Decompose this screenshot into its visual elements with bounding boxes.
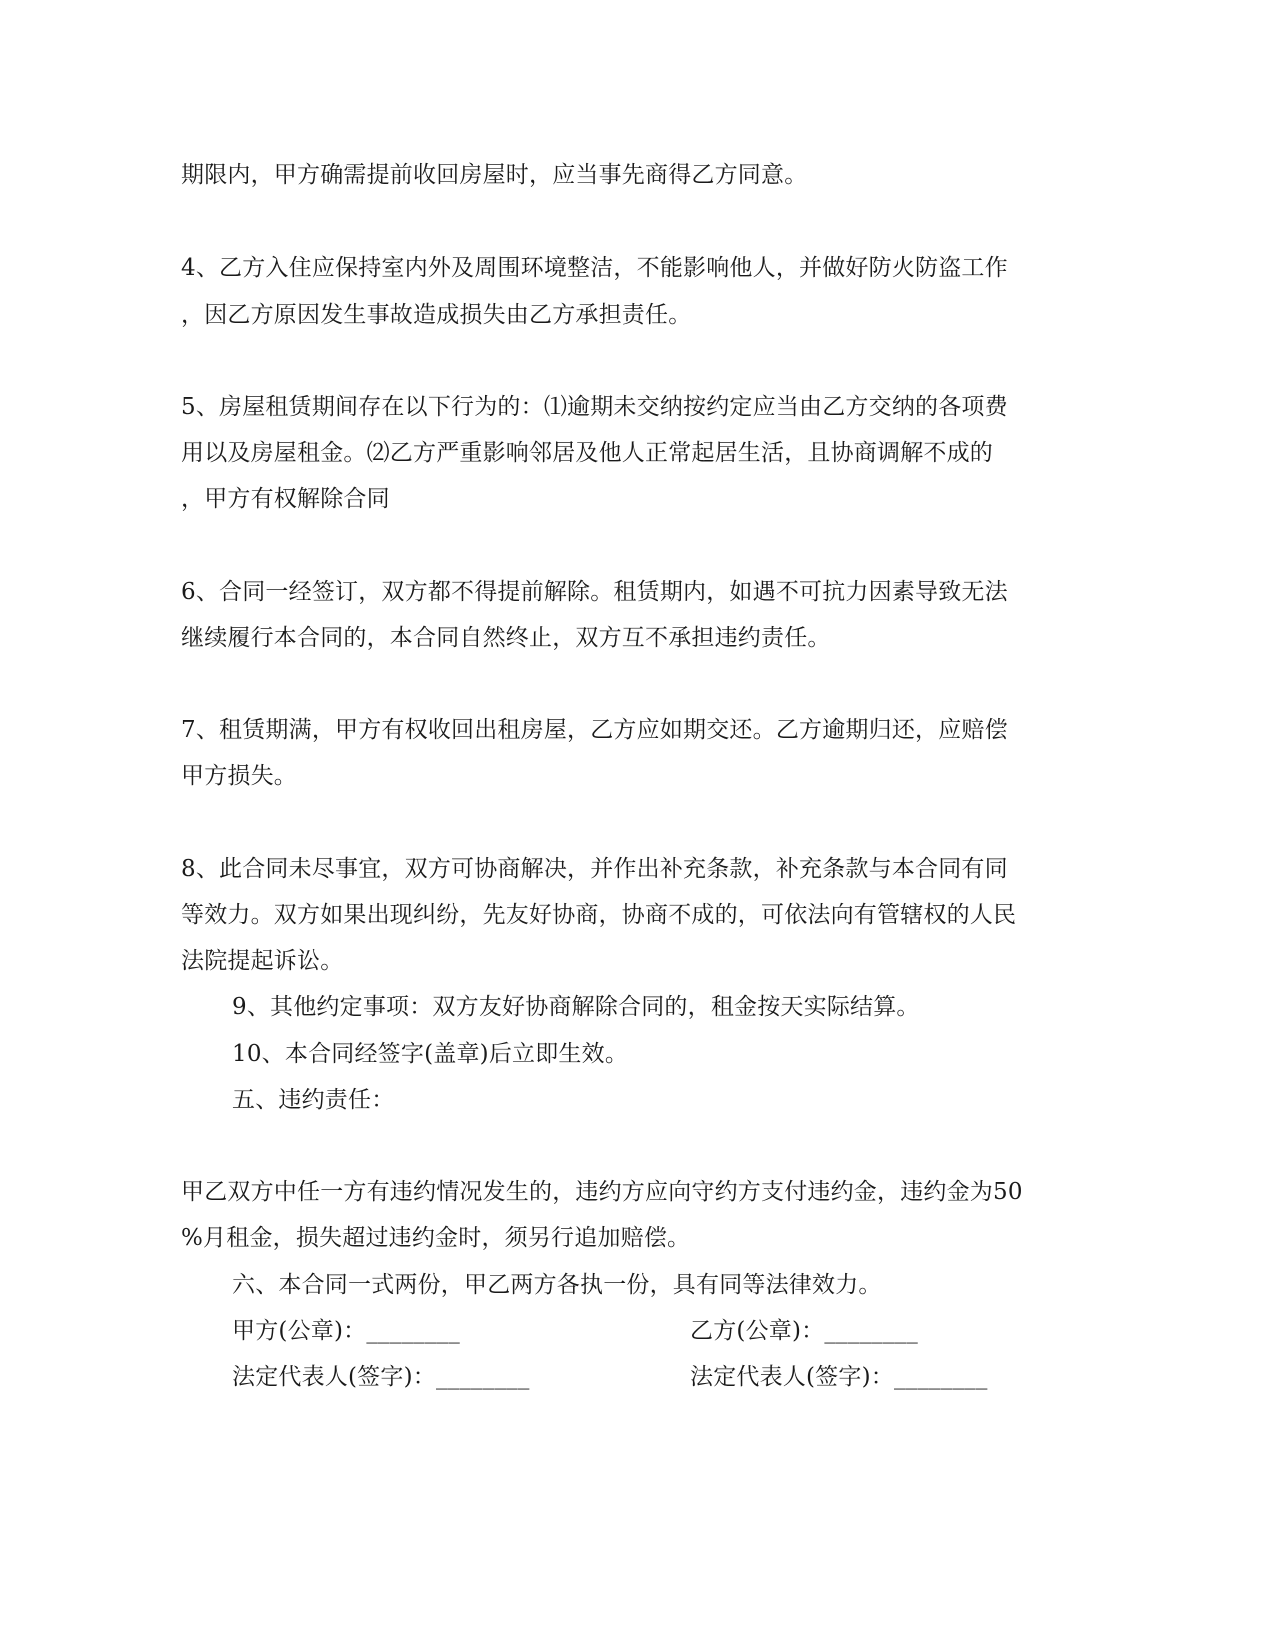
party-a-seal-line: 甲方(公章)：________ [232, 1318, 460, 1344]
clause-5-line-2: 用以及房屋租金。⑵乙方严重影响邻居及他人正常起居生活，且协商调解不成的 [181, 440, 993, 466]
breach-line-2: %月租金，损失超过违约金时，须另行追加赔偿。 [181, 1225, 691, 1251]
clause-6-line-1: 6、合同一经签订，双方都不得提前解除。租赁期内，如遇不可抗力因素导致无法 [181, 579, 1008, 605]
clause-6-line-2: 继续履行本合同的，本合同自然终止，双方互不承担违约责任。 [181, 625, 831, 651]
clause-8-line-3: 法院提起诉讼。 [181, 948, 344, 974]
clause-9: 9、其他约定事项：双方友好协商解除合同的，租金按天实际结算。 [232, 994, 920, 1020]
clause-7-line-2: 甲方损失。 [181, 763, 297, 789]
clause-3-continuation: 期限内，甲方确需提前收回房屋时，应当事先商得乙方同意。 [181, 162, 808, 188]
section-5-heading: 五、违约责任： [232, 1087, 395, 1113]
clause-10: 10、本合同经签字(盖章)后立即生效。 [232, 1041, 629, 1067]
breach-line-1: 甲乙双方中任一方有违约情况发生的，违约方应向守约方支付违约金，违约金为50 [181, 1179, 1023, 1205]
clause-5-line-1: 5、房屋租赁期间存在以下行为的：⑴逾期未交纳按约定应当由乙方交纳的各项费 [181, 394, 1008, 420]
party-a-rep-line: 法定代表人(签字)：________ [232, 1364, 530, 1390]
clause-8-line-2: 等效力。双方如果出现纠纷，先友好协商，协商不成的，可依法向有管辖权的人民 [181, 902, 1017, 928]
clause-4-line-1: 4、乙方入住应保持室内外及周围环境整洁，不能影响他人，并做好防火防盗工作 [181, 255, 1008, 281]
party-b-seal-line: 乙方(公章)：________ [690, 1318, 918, 1344]
clause-8-line-1: 8、此合同未尽事宜，双方可协商解决，并作出补充条款，补充条款与本合同有同 [181, 856, 1008, 882]
section-6-copies: 六、本合同一式两份，甲乙两方各执一份，具有同等法律效力。 [232, 1272, 882, 1298]
party-b-rep-line: 法定代表人(签字)：________ [690, 1364, 988, 1390]
clause-7-line-1: 7、租赁期满，甲方有权收回出租房屋，乙方应如期交还。乙方逾期归还，应赔偿 [181, 717, 1008, 743]
clause-4-line-2: ，因乙方原因发生事故造成损失由乙方承担责任。 [181, 302, 692, 328]
clause-5-line-3: ，甲方有权解除合同 [181, 486, 390, 512]
